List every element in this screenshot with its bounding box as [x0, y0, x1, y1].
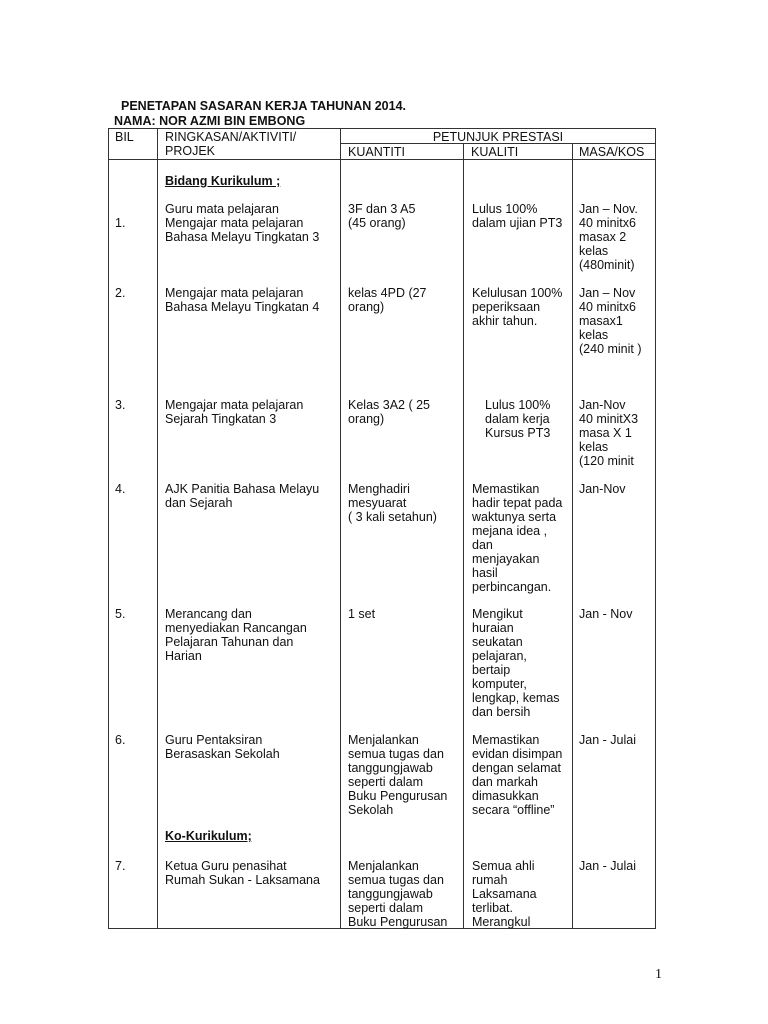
header-kuantiti: KUANTITI [348, 145, 405, 159]
row-4-kualiti: Memastikan hadir tepat pada waktunya serta mejana idea , dan menjayakan hasil perbincangan. [472, 482, 563, 594]
row-5-kualiti: Mengikut huraian seukatan pelajaran, bertaip komputer, lengkap, kemas dan bersih [472, 607, 560, 719]
row-7-bil: 7. [115, 859, 126, 873]
header-aktiviti: RINGKASAN/AKTIVITI/ PROJEK [165, 130, 297, 158]
row-5-bil: 5. [115, 607, 126, 621]
row-1-aktiviti: Guru mata pelajaran Mengajar mata pelajaran Bahasa Melayu Tingkatan 3 [165, 202, 320, 244]
page-number: 1 [655, 967, 662, 982]
row-3-kualiti: Lulus 100% dalam kerja Kursus PT3 [485, 398, 551, 440]
row-7-aktiviti: Ketua Guru penasihat Rumah Sukan - Laksamana [165, 859, 320, 887]
row-1-masa: Jan – Nov. 40 minitx6 masax 2 kelas (480minit) [579, 202, 638, 272]
row-3-aktiviti: Mengajar mata pelajaran Sejarah Tingkatan 3 [165, 398, 304, 426]
row-1-kualiti: Lulus 100% dalam ujian PT3 [472, 202, 563, 230]
name-line: NAMA: NOR AZMI BIN EMBONG [114, 114, 306, 128]
row-2-aktiviti: Mengajar mata pelajaran Bahasa Melayu Tingkatan 4 [165, 286, 320, 314]
row-4-kuantiti: Menghadiri mesyuarat ( 3 kali setahun) [348, 482, 437, 524]
row-5-aktiviti: Merancang dan menyediakan Rancangan Pelajaran Tahunan dan Harian [165, 607, 307, 663]
row-1-kuantiti: 3F dan 3 A5 (45 orang) [348, 202, 416, 230]
header-petunjuk-prestasi: PETUNJUK PRESTASI [432, 130, 564, 144]
document-title: PENETAPAN SASARAN KERJA TAHUNAN 2014. [121, 99, 406, 113]
row-7-kualiti: Semua ahli rumah Laksamana terlibat. Merangkul [472, 859, 537, 929]
row-6-bil: 6. [115, 733, 126, 747]
row-7-masa: Jan - Julai [579, 859, 636, 873]
section-kokurikulum: Ko-Kurikulum; [165, 829, 252, 843]
row-1-bil: 1. [115, 216, 126, 230]
row-2-kualiti: Kelulusan 100% peperiksaan akhir tahun. [472, 286, 563, 328]
row-6-masa: Jan - Julai [579, 733, 636, 747]
row-4-bil: 4. [115, 482, 126, 496]
row-4-masa: Jan-Nov [579, 482, 626, 496]
row-6-aktiviti: Guru Pentaksiran Berasaskan Sekolah [165, 733, 280, 761]
row-3-masa: Jan-Nov 40 minitX3 masa X 1 kelas (120 minit [579, 398, 639, 468]
row-3-bil: 3. [115, 398, 126, 412]
header-bil: BIL [115, 130, 134, 144]
section-kurikulum: Bidang Kurikulum ; [165, 174, 281, 188]
header-kualiti: KUALITI [471, 145, 519, 159]
row-2-bil: 2. [115, 286, 126, 300]
row-6-kuantiti: Menjalankan semua tugas dan tanggungjawab seperti dalam Buku Pengurusan Sekolah [348, 733, 448, 817]
row-7-kuantiti: Menjalankan semua tugas dan tanggungjawab seperti dalam Buku Pengurusan [348, 859, 448, 929]
row-4-aktiviti: AJK Panitia Bahasa Melayu dan Sejarah [165, 482, 320, 510]
row-6-kualiti: Memastikan evidan disimpan dengan selamat dan markah dimasukkan secara “offline” [472, 733, 563, 817]
row-5-masa: Jan - Nov [579, 607, 633, 621]
row-2-kuantiti: kelas 4PD (27 orang) [348, 286, 427, 314]
row-5-kuantiti: 1 set [348, 607, 376, 621]
row-2-masa: Jan – Nov 40 minitx6 masax1 kelas (240 minit ) [579, 286, 642, 356]
row-3-kuantiti: Kelas 3A2 ( 25 orang) [348, 398, 430, 426]
header-masa-kos: MASA/KOS [579, 145, 645, 159]
